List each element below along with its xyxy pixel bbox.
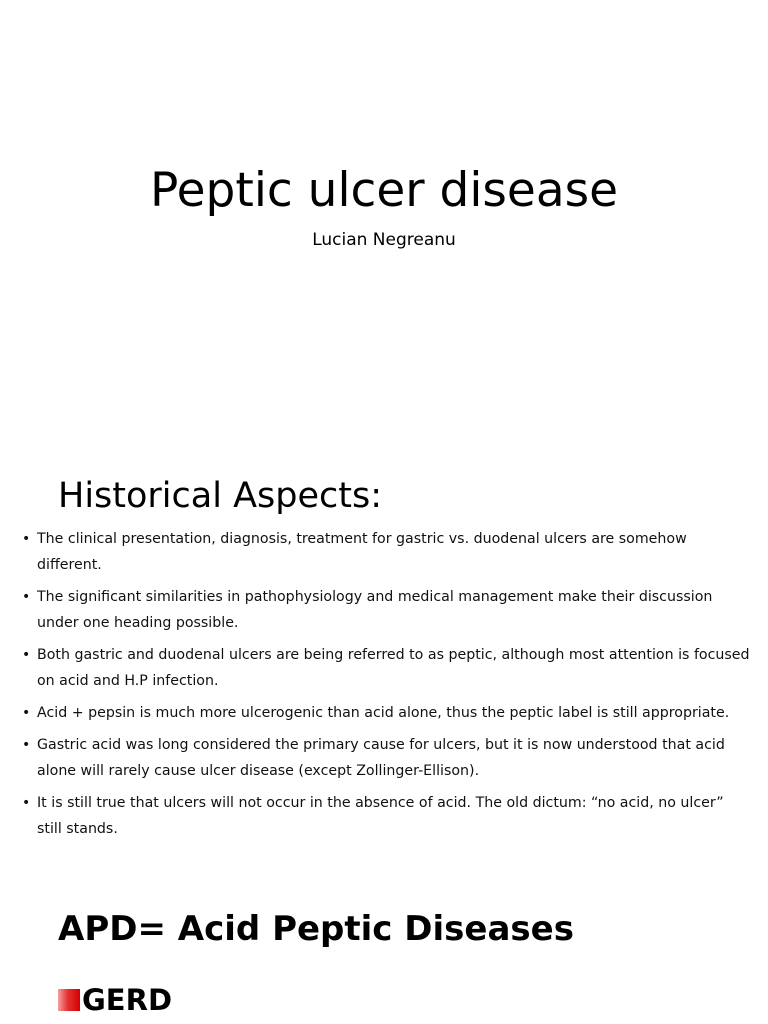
historical-aspects-list bbox=[22, 526, 752, 848]
bullet-text: The clinical presentation, diagnosis, treatment for gastric vs. duodenal ulcers are somehow different. bbox=[37, 531, 687, 573]
bullet-text: Acid + pepsin is much more ulcerogenic than acid alone, thus the peptic label is still appropriate. bbox=[37, 705, 730, 721]
bullet-icon: • bbox=[22, 737, 31, 753]
slide-author: Lucian Negreanu bbox=[312, 230, 456, 250]
list-item bbox=[22, 700, 752, 726]
bullet-text: It is still true that ulcers will not occur in the absence of acid. The old dictum: “no acid, no ulcer” still stands. bbox=[37, 795, 724, 837]
slide-title: Peptic ulcer disease bbox=[149, 163, 619, 218]
bullet-icon: • bbox=[22, 705, 31, 721]
bullet-icon: • bbox=[22, 795, 31, 811]
list-item bbox=[22, 584, 752, 636]
bullet-text: Gastric acid was long considered the primary cause for ulcers, but it is now understood that acid alone will rarely cause ulcer disease (except Zollinger-Ellison). bbox=[37, 737, 725, 779]
historical-aspects-heading: Historical Aspects: bbox=[58, 476, 382, 516]
bullet-text: The significant similarities in pathophysiology and medical management make their discussion under one heading possible. bbox=[37, 589, 713, 631]
bullet-icon: • bbox=[22, 589, 31, 605]
bullet-text: Both gastric and duodenal ulcers are being referred to as peptic, although most attention is focused on acid and H.P infection. bbox=[37, 647, 750, 689]
red-square-bullet-icon bbox=[58, 989, 80, 1011]
list-item bbox=[22, 642, 752, 694]
list-item bbox=[22, 732, 752, 784]
bullet-icon: • bbox=[22, 531, 31, 547]
gerd-label: GERD bbox=[82, 983, 173, 1017]
bullet-icon: • bbox=[22, 647, 31, 663]
list-item-gerd bbox=[58, 980, 172, 1020]
list-item bbox=[22, 790, 752, 842]
apd-heading: APD= Acid Peptic Diseases bbox=[58, 909, 574, 949]
list-item bbox=[22, 526, 752, 578]
